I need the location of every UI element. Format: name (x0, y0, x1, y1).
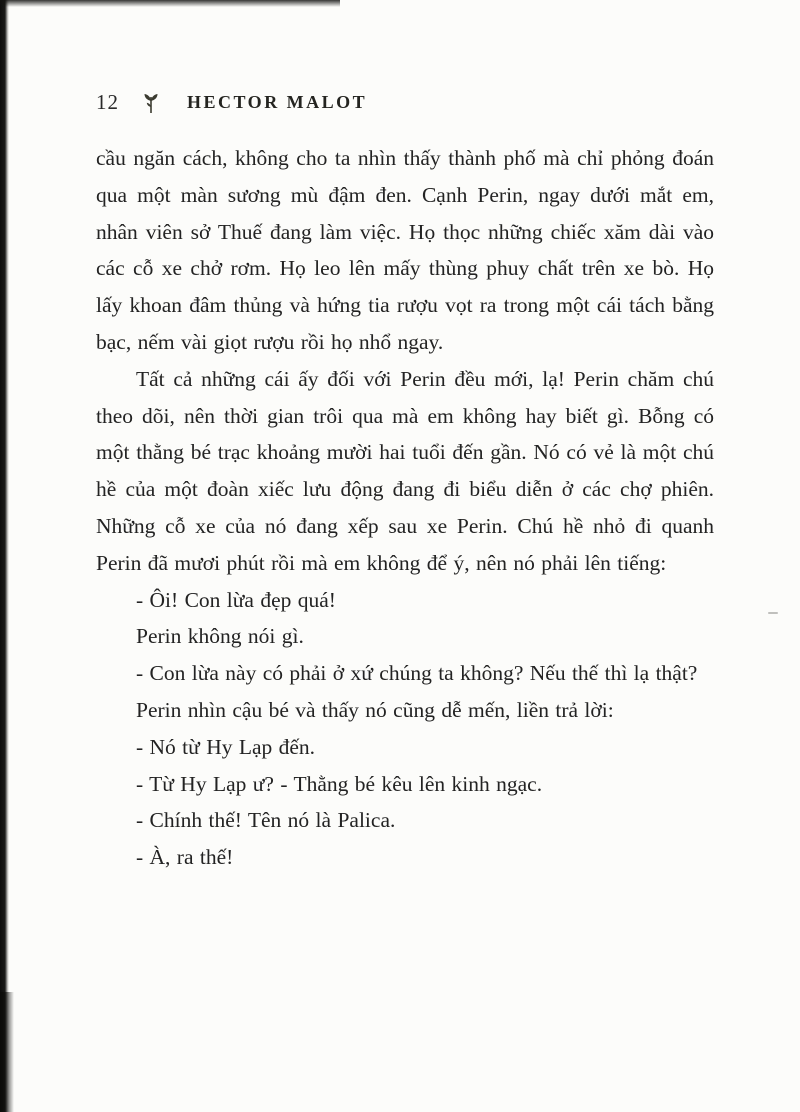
paragraph: - Con lừa này có phải ở xứ chúng ta không? Nếu thế thì lạ thật? (136, 661, 698, 686)
paragraph: Perin không nói gì. (136, 624, 304, 649)
scan-edge-left (0, 0, 9, 1112)
scan-edge-bottom-left (0, 992, 14, 1112)
paragraph: - Từ Hy Lạp ư? - Thằng bé kêu lên kinh ngạc. (136, 771, 543, 796)
scan-speck (768, 612, 778, 614)
paragraph: - Ôi! Con lừa đẹp quá! (136, 587, 336, 612)
paragraph: Perin nhìn cậu bé và thấy nó cũng dễ mến, liền trả lời: (136, 697, 614, 722)
scan-edge-top (0, 0, 340, 7)
paragraph: cầu ngăn cách, không cho ta nhìn thấy thành phố mà chỉ phỏng đoán qua một màn sương mù đậm đen. Cạnh Perin, ngay dưới mắt em, nhân viên sở Thuế đang làm việc. Họ thọc những chiếc xăm dài vào các cỗ xe chở rơm. Họ leo lên mấy thùng phuy chất trên xe bò. Họ lấy khoan đâm thủng và hứng tia rượu vọt ra trong một cái tách bằng bạc, nếm vài giọt rượu rồi họ nhổ ngay. (96, 146, 714, 354)
paragraph: - À, ra thế! (136, 845, 234, 870)
page-header (96, 90, 712, 115)
paragraph: - Chính thế! Tên nó là Palica. (136, 808, 396, 833)
paragraph: - Nó từ Hy Lạp đến. (136, 734, 316, 759)
running-header-title: HECTOR MALOT (187, 92, 368, 112)
page-body (96, 140, 714, 876)
leaf-ornament-icon (141, 92, 161, 114)
paragraph: Tất cả những cái ấy đối với Perin đều mới, lạ! Perin chăm chú theo dõi, nên thời gian trôi qua mà em không hay biết gì. Bỗng có một thằng bé trạc khoảng mười hai tuổi đến gần. Nó có vẻ là một chú hề của một đoàn xiếc lưu động đang đi biểu diễn ở các chợ phiên. Những cỗ xe của nó đang xếp sau xe Perin. Chú hề nhỏ đi quanh Perin đã mươi phút rồi mà em không để ý, nên nó phải lên tiếng: (96, 366, 714, 575)
page-number: 12 (96, 90, 119, 114)
